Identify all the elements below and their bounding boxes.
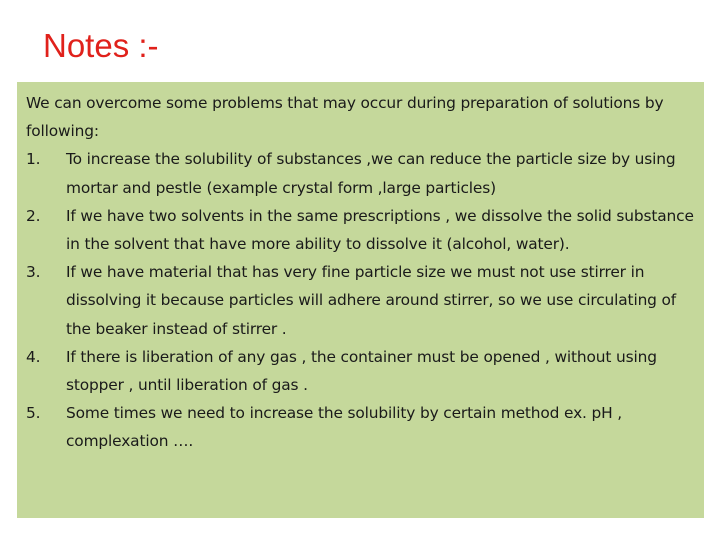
notes-list — [26, 145, 696, 455]
notes-content-box — [17, 82, 704, 518]
list-item — [26, 399, 696, 455]
slide-title: Notes :- — [43, 27, 159, 64]
list-item-text: Some times we need to increase the solubility by certain method ex. pH , complexation …. — [66, 404, 623, 451]
list-item — [26, 202, 696, 258]
list-item-text: If we have material that has very fine particle size we must not use stirrer in dissolving it because particles will adhere around stirrer, so we use circulating of the beaker instead of stirrer . — [66, 263, 677, 338]
list-item-number: 3. — [26, 263, 41, 282]
list-item-text: To increase the solubility of substances ,we can reduce the particle size by using mortar and pestle (example crystal form ,large particles) — [66, 150, 676, 197]
list-item-number: 5. — [26, 404, 41, 423]
list-item — [26, 145, 696, 201]
list-item-text: If we have two solvents in the same prescriptions , we dissolve the solid substance in the solvent that have more ability to dissolve it (alcohol, water). — [66, 206, 694, 254]
list-item-number: 4. — [26, 347, 41, 366]
list-item — [26, 343, 696, 399]
list-item-number: 2. — [26, 206, 41, 225]
list-item-text: If there is liberation of any gas , the container must be opened , without using stopper , until liberation of gas . — [66, 347, 657, 395]
list-item — [26, 258, 696, 343]
list-item-number: 1. — [26, 150, 41, 169]
intro-text: We can overcome some problems that may occur during preparation of solutions by following: — [26, 94, 664, 141]
